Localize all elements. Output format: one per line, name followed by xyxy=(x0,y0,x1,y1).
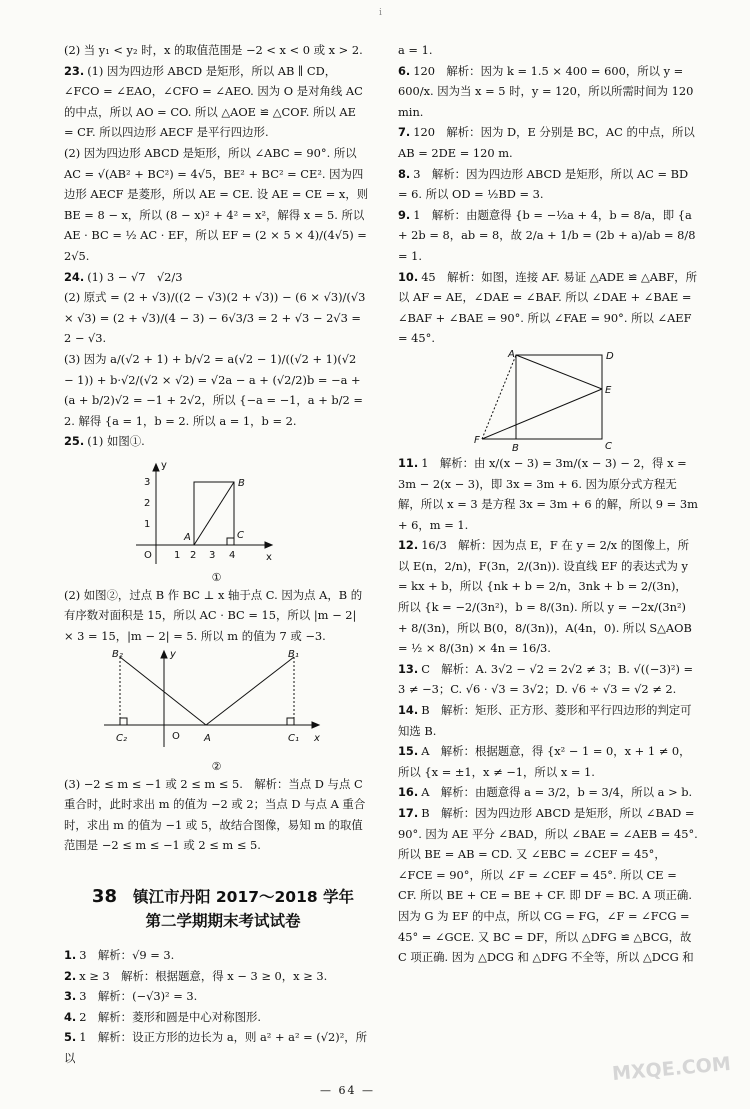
figure-2-caption: ② xyxy=(211,759,222,773)
answer-38-5-cont: a = 1. xyxy=(398,43,433,57)
figure-2-graph xyxy=(64,647,364,759)
fig1-point-b: B xyxy=(238,477,245,489)
question-number: 15. xyxy=(398,744,419,759)
question-number: 25. xyxy=(64,434,85,449)
question-number: 14. xyxy=(398,703,419,718)
question-number: 1. xyxy=(64,948,77,962)
fig1-tick-y1: 1 xyxy=(144,518,151,530)
page-top-mark: i xyxy=(379,8,382,18)
exam-section-title xyxy=(78,885,368,933)
answer-text: 3 解析：因为四边形 ABCD 是矩形，所以 AC = BD = 6. 所以 OD = ½BD = 3. xyxy=(398,166,689,202)
fig1-x-label: x xyxy=(266,551,272,563)
answer-text: C 解析：A. 3√2 − √2 = 2√2 ≠ 3；B. √((−3)²) = 3 ≠ −3；C. √6 · √3 = 3√2；D. √6 ÷ √3 = √2 ≠ 2. xyxy=(398,661,694,697)
fig2-y-label: y xyxy=(170,648,176,660)
answer-38-3 xyxy=(64,986,369,1007)
answer-22-part2: (2) 当 y₁ < y₂ 时，x 的取值范围是 −2 < x < 0 或 x > 2. xyxy=(64,43,363,57)
fig3-point-c: C xyxy=(605,440,612,452)
answer-24-part1 xyxy=(64,267,369,288)
answer-text: 1 解析：由 x/(x − 3) = 3m/(x − 3) − 2，得 x = 3m − 2(x − 3)，即 3x = 3m + 6. 因为原分式方程无解，所以 x = 3 是方程 3x = 3m + 6 的解，所以 9 = 3m + 6，m = 1. xyxy=(398,455,698,532)
answer-text: x ≥ 3 解析：根据题意，得 x − 3 ≥ 0，x ≥ 3. xyxy=(79,968,328,983)
answer-38-12 xyxy=(398,535,698,659)
right-column xyxy=(398,40,698,968)
answer-text: A 解析：由题意得 a = 3/2，b = 3/4，所以 a > b. xyxy=(421,785,693,800)
answer-text: A 解析：根据题意，得 {x² − 1 = 0，x + 1 ≠ 0，所以 {x = ±1，x ≠ −1，所以 x = 1. xyxy=(398,744,691,779)
answer-38-10 xyxy=(398,267,698,349)
answer-38-5 xyxy=(64,1027,369,1068)
fig3-point-b: B xyxy=(512,442,519,453)
question-number: 6. xyxy=(398,63,411,78)
question-number: 2. xyxy=(64,968,77,983)
left-column xyxy=(64,40,369,856)
question-number: 11. xyxy=(398,455,419,470)
answer-text: 120 解析：因为 k = 1.5 × 400 = 600，所以 y = 600/x. 因为当 x = 5 时，y = 120，所以所需时间为 120 min. xyxy=(398,63,694,119)
fig1-origin: O xyxy=(144,549,152,561)
fig3-point-e: E xyxy=(605,384,612,396)
answer-text: 1 解析：设正方形的边长为 a，则 a² + a² = (√2)²，所以 xyxy=(64,1030,368,1065)
question-number: 8. xyxy=(398,166,411,181)
question-number: 4. xyxy=(64,1009,77,1024)
answer-text: 1 解析：由题意得 {b = −½a + 4，b = 8/a，即 {a + 2b = 8，ab = 8，故 2/a + 1/b = (2b + a)/ab = 8/8 = 1. xyxy=(398,207,696,263)
fig1-tick-x4: 4 xyxy=(229,549,236,561)
answer-38-15 xyxy=(398,741,698,782)
site-watermark: MXQE.COM xyxy=(611,1052,732,1086)
fig2-point-a: A xyxy=(204,732,211,744)
question-number: 16. xyxy=(398,785,419,800)
answer-38-13 xyxy=(398,659,698,700)
fig1-tick-x2: 2 xyxy=(190,549,197,561)
question-number: 7. xyxy=(398,125,411,140)
answer-38-17 xyxy=(398,803,698,968)
answer-text: (1) 3 − √7 √2/3 xyxy=(87,269,183,284)
answer-38-7 xyxy=(398,122,698,163)
figure-square-afe xyxy=(398,349,698,453)
fig2-origin: O xyxy=(172,730,180,742)
question-number: 5. xyxy=(64,1030,77,1045)
answer-38-8 xyxy=(398,164,698,205)
answer-38-6 xyxy=(398,61,698,123)
answer-text: 45 解析：如图，连接 AF. 易证 △ADE ≌ △ABF，所以 AF = AE，∠DAE = ∠BAF. 所以 ∠DAE + ∠BAE = ∠BAF + ∠BAE = 90°. 所以 ∠FAE = 90°. 所以 ∠AEF = 45°. xyxy=(398,269,698,346)
answer-25-part2: (2) 如图②，过点 B 作 BC ⊥ x 轴于点 C. 因为点 A，B 的有序数对面积是 15，所以 AC · BC = 15，所以 |m − 2| × 3 = 15，|m − 2| = 5. 所以 m 的值为 7 或 −3. xyxy=(64,587,363,644)
question-number: 23. xyxy=(64,63,85,78)
question-number: 12. xyxy=(398,538,419,553)
fig2-point-b2: B₂ xyxy=(112,648,123,660)
answer-text: 3 解析：√9 = 3. xyxy=(79,948,175,962)
question-number: 24. xyxy=(64,269,85,284)
fig2-point-b1: B₁ xyxy=(288,648,299,660)
section-38-answers-left xyxy=(64,945,369,1069)
question-number: 13. xyxy=(398,661,419,676)
question-number: 9. xyxy=(398,207,411,222)
figure-1-caption: ① xyxy=(211,570,222,584)
answer-text: (1) 如图①. xyxy=(87,434,145,449)
question-number: 17. xyxy=(398,806,419,820)
fig3-point-a: A xyxy=(508,348,515,360)
answer-25-part1 xyxy=(64,431,369,452)
answer-text: 2 解析：菱形和圆是中心对称图形. xyxy=(79,1009,261,1024)
answer-24-part2: (2) 原式 = (2 + √3)/((2 − √3)(2 + √3)) − (6 × √3)/(√3 × √3) = (2 + √3)/(4 − 3) − 6√3/3 = 2 + √3 − 2√3 = 2 − √3. xyxy=(64,290,366,346)
answer-38-16 xyxy=(398,782,698,803)
answer-text: B 解析：矩形、正方形、菱形和平行四边形的判定可知选 B. xyxy=(398,703,692,738)
section-number: 38 xyxy=(91,886,117,907)
fig1-point-c: C xyxy=(237,529,244,541)
fig2-point-c2: C₂ xyxy=(116,732,127,744)
question-number: 3. xyxy=(64,989,77,1004)
fig1-y-label: y xyxy=(161,459,167,471)
fig1-tick-x3: 3 xyxy=(209,549,216,561)
fig2-x-label: x xyxy=(314,732,320,744)
fig2-point-c1: C₁ xyxy=(288,732,299,744)
answer-38-1 xyxy=(64,945,369,966)
section-title-line2: 第二学期期末考试试卷 xyxy=(145,912,301,930)
answer-25-part3: (3) −2 ≤ m ≤ −1 或 2 ≤ m ≤ 5. 解析：当点 D 与点 C 重合时，此时求出 m 的值为 −2 或 2；当点 D 与点 A 重合时，求出 m 的值为 −1 或 5，故结合图像，易知 m 的取值范围是 −2 ≤ m ≤ −1 或 2 ≤ m ≤ 5. xyxy=(64,776,366,853)
figure-1-graph xyxy=(64,452,364,570)
answer-23-part2: (2) 因为四边形 ABCD 是矩形，所以 ∠ABC = 90°. 所以 AC = √(AB² + BC²) = 4√5，BE² + BC² = CE². 因为四边形 AECF 是菱形，所以 AE = CE. 设 AE = CE = x，则 BE = 8 − x，所以 (8 − x)² + 4² = x²，解得 x = 5. 所以 AE · BC = ½ AC · EF，所以 EF = (2 × 5 × 4)/(4√5) = 2√5. xyxy=(64,145,369,263)
answer-38-14 xyxy=(398,700,698,741)
answer-38-9 xyxy=(398,205,698,267)
answer-text: (1) 因为四边形 ABCD 是矩形，所以 AB ∥ CD，∠FCO = ∠EAO，∠CFO = ∠AEO. 因为 O 是对角线 AC 的中点，所以 AO = CO. 所以 △AOE ≌ △COF. 所以 AE = CF. 所以四边形 AECF 是平行四边形. xyxy=(64,63,363,140)
question-number: 10. xyxy=(398,269,419,284)
answer-text: 16/3 解析：因为点 E，F 在 y = 2/x 的图像上，所以 E(n，2/n)，F(3n，2/(3n)). 设直线 EF 的表达式为 y = kx + b，所以 {nk + b = 2/n，3nk + b = 2/(3n)，所以 {k = −2/(3n²)，b = 8/(3n). 所以 y = −2x/(3n²) + 8/(3n)，所以 B(0，8/(3n))，A(4n，0). 所以 S△AOB = ½ × 8/(3n) × 4n = 16/3. xyxy=(398,538,692,656)
answer-24-part3: (3) 因为 a/(√2 + 1) + b/√2 = a(√2 − 1)/((√2 + 1)(√2 − 1)) + b·√2/(√2 × √2) = √2a − a + (√2/2)b = −a + (a + b/2)√2 = −1 + 2√2，所以 {−a = −1，a + b/2 = 2. 解得 {a = 1，b = 2. 所以 a = 1，b = 2. xyxy=(64,351,363,428)
answer-text: B 解析：因为四边形 ABCD 是矩形，所以 ∠BAD = 90°. 因为 AE 平分 ∠BAD，所以 ∠BAE = ∠AEB = 45°. 所以 BE = AB = CD. 又 ∠EBC = ∠CEF = 45°，∠FCE = 90°，所以 ∠F = ∠CEF = 45°. 所以 CE = CF. 所以 BE + CE = BE + CF. 即 DF = BC. A 项正确. 因为 G 为 EF 的中点，所以 CG = FG，∠F = ∠FCG = 45° = ∠GCE. 又 BC = DF，所以 △DFG ≌ △BCG，故 C 项正确. 因为 △DCG 和 △DFG 不全等，所以 △DCG 和 xyxy=(398,806,698,965)
answer-38-2 xyxy=(64,966,369,987)
page-number: — 64 — xyxy=(320,1084,375,1097)
section-title-line1: 镇江市丹阳 2017～2018 学年 xyxy=(132,888,355,906)
answer-38-11 xyxy=(398,453,698,535)
answer-38-4 xyxy=(64,1007,369,1028)
answer-23-part1 xyxy=(64,61,369,143)
fig1-tick-y2: 2 xyxy=(144,497,151,509)
fig3-point-d: D xyxy=(606,350,614,362)
answer-text: 3 解析：(−√3)² = 3. xyxy=(79,989,198,1004)
fig1-tick-x1: 1 xyxy=(174,549,181,561)
answer-text: 120 解析：因为 D，E 分别是 BC，AC 的中点，所以 AB = 2DE = 120 m. xyxy=(398,125,695,160)
fig1-tick-y3: 3 xyxy=(144,476,151,488)
fig3-point-f: F xyxy=(474,434,480,446)
fig1-point-a: A xyxy=(184,531,191,543)
